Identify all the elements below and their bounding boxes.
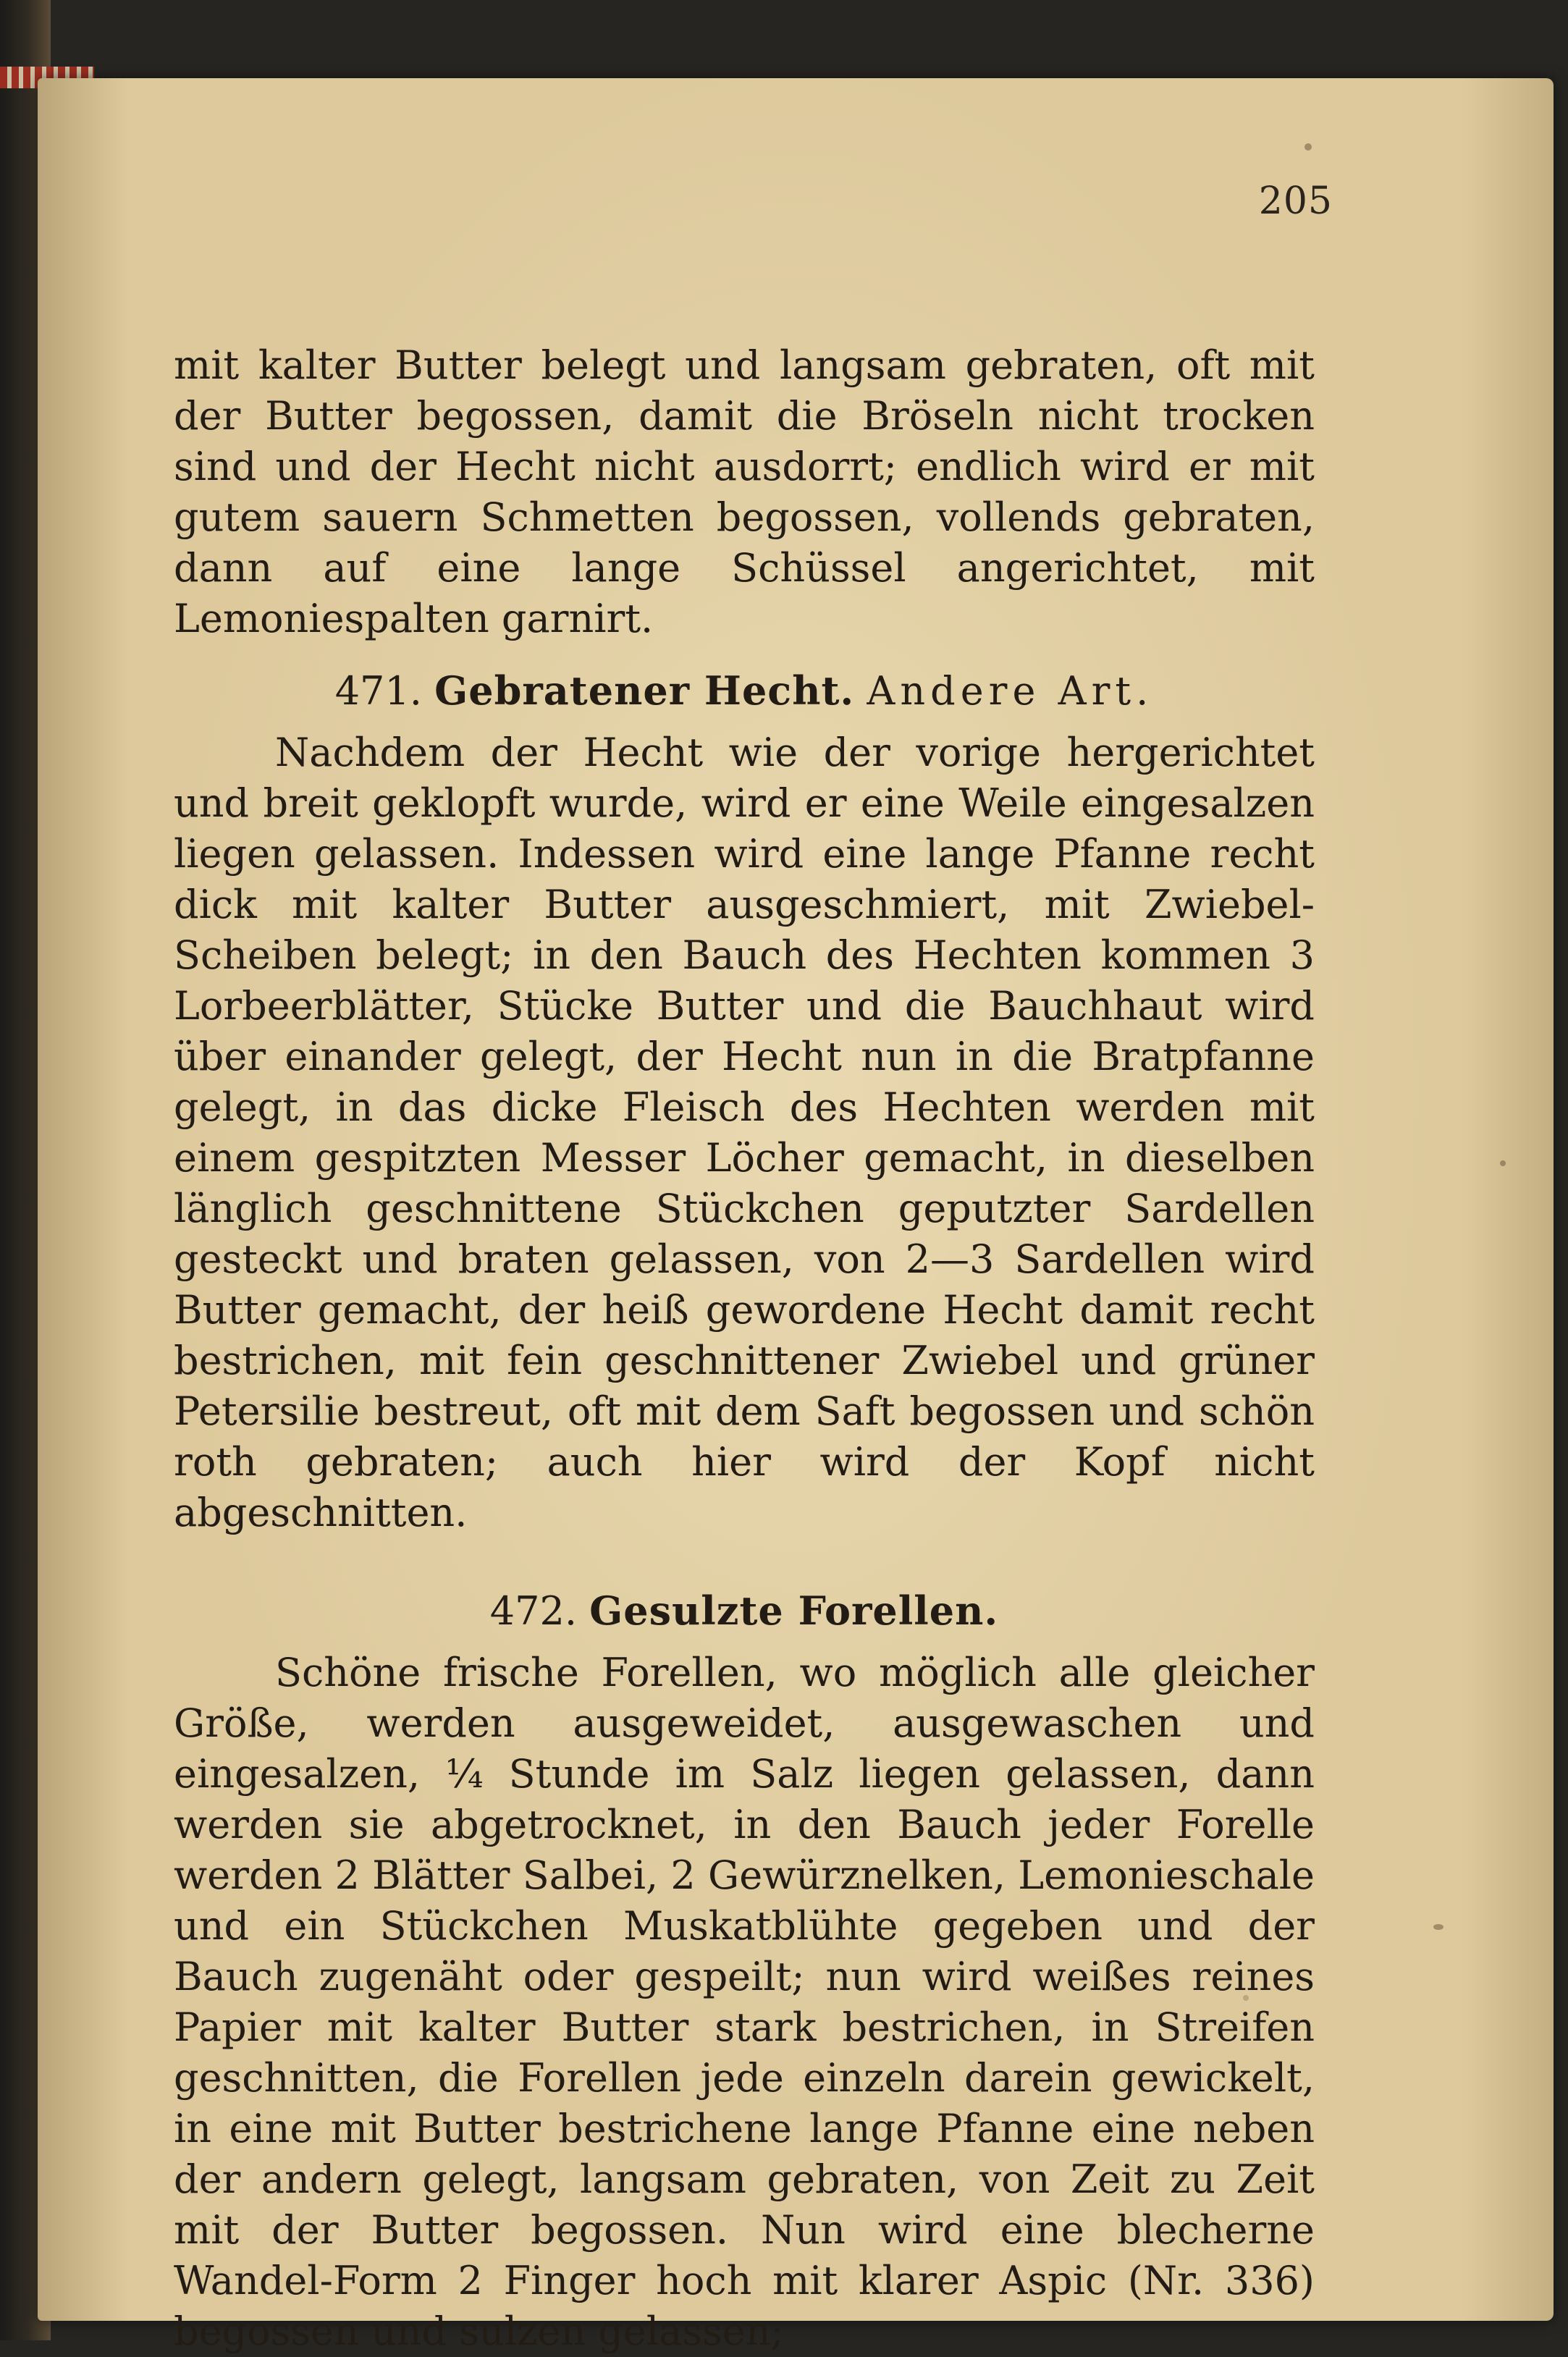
recipe-title: Gebratener Hecht.: [434, 667, 855, 714]
paper-speck: [1433, 1924, 1443, 1930]
page-number: 205: [1258, 180, 1333, 223]
recipe-heading-472: [174, 1585, 1315, 1637]
recipe-text-472: Schöne frische Forellen, wo möglich alle gleicher Größe, werden ausgeweidet, ausgewaschen und eingesalzen, ¼ Stunde im Salz liegen gelassen, dann werden sie abgetrocknet, in den Bauch jeder Forelle werden 2 Blätter Salbei, 2 Gewürznelken, Lemonieschale und ein Stückchen Muskatblühte gegeben und der Bauch zugenäht oder gespeilt; nun wird weißes reines Papier mit kalter Butter stark bestrichen, in Streifen geschnitten, die Forellen jede einzeln darein gewickelt, in eine mit Butter bestrichene lange Pfanne eine neben der andern gelegt, langsam gebraten, von Zeit zu Zeit mit der Butter begossen. Nun wird eine blecherne Wandel-Form 2 Finger hoch mit klarer Aspic (Nr. 336) begossen und sulzen gelassen;: [174, 1650, 1315, 2354]
recipe-heading-471: [174, 665, 1315, 717]
recipe-number: 471.: [334, 668, 422, 714]
recipe-number: 472.: [489, 1588, 577, 1634]
recipe-title: Gesulzte Forellen.: [589, 1588, 999, 1634]
paper-speck: [1500, 1160, 1506, 1166]
recipe-subtitle: Andere Art.: [867, 668, 1154, 714]
recipe-text-471: Nachdem der Hecht wie der vorige hergerichtet und breit geklopft wurde, wird er eine Weile eingesalzen liegen gelassen. Indessen wird eine lange Pfanne recht dick mit kalter Butter ausgeschmiert, mit Zwiebel-Scheiben belegt; in den Bauch des Hechten kommen 3 Lorbeerblätter, Stücke Butter und die Bauchhaut wird über einander gelegt, der Hecht nun in die Bratpfanne gelegt, in das dicke Fleisch des Hechten werden mit einem gespitzten Messer Löcher gemacht, in dieselben länglich geschnittene Stückchen geputzter Sardellen gesteckt und braten gelassen, von 2—3 Sardellen wird Butter gemacht, der heiß gewordene Hecht damit recht bestrichen, mit fein geschnittener Zwiebel und grüner Petersilie bestreut, oft mit dem Saft begossen und schön roth gebraten; auch hier wird der Kopf nicht abgeschnitten.: [174, 730, 1315, 1535]
paper-speck: [1304, 143, 1312, 151]
page-body: [174, 340, 1315, 2357]
continued-paragraph: mit kalter Butter belegt und langsam gebraten, oft mit der Butter begossen, damit die Bröseln nicht trocken sind und der Hecht nicht ausdorrt; endlich wird er mit gutem sauern Schmetten begossen, vollends gebraten, dann auf eine lange Schüssel angerichtet, mit Lemoniespalten garnirt.: [174, 342, 1315, 641]
